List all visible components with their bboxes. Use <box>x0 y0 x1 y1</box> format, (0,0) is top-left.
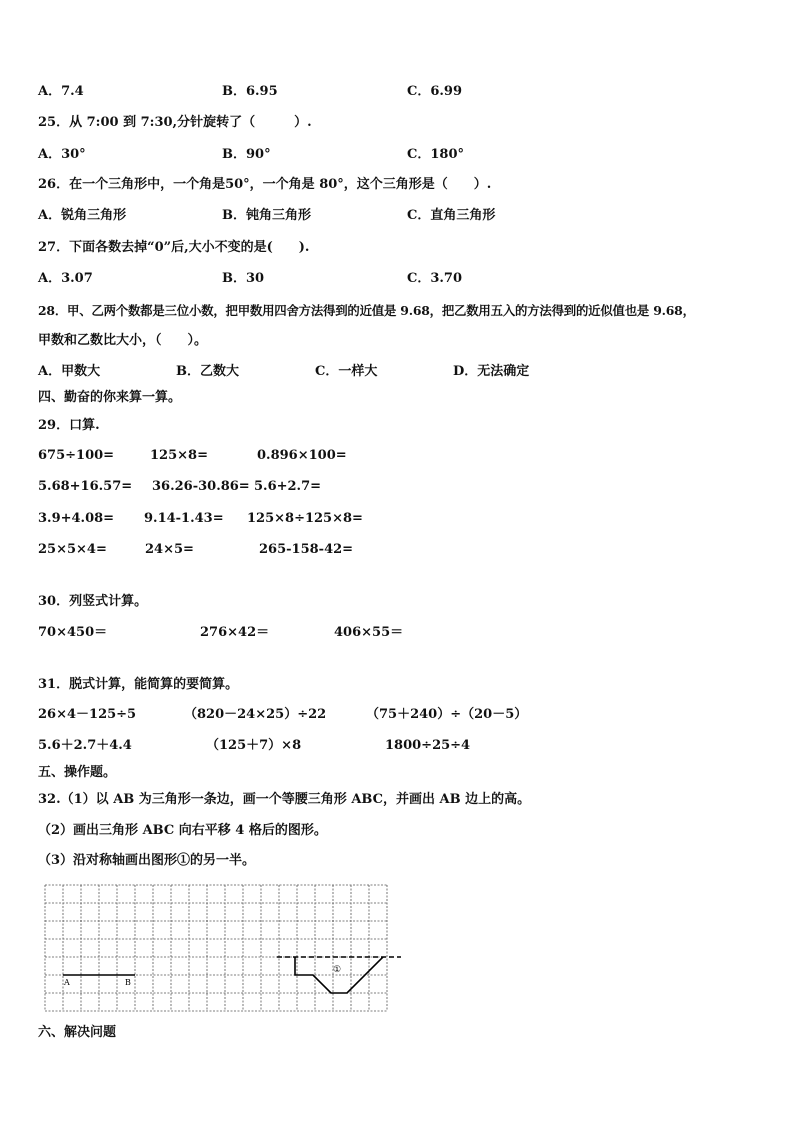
q28-option-c: C．一样大 <box>315 364 378 379</box>
q29-r4-c1: 25×5×4= <box>38 542 107 557</box>
q26-stem: 26．在一个三角形中，一个角是50°，一个角是 80°，这个三角形是（ ）. <box>38 177 492 192</box>
q27-option-b: B．30 <box>222 271 265 286</box>
section-6-heading: 六、解决问题 <box>38 1025 117 1040</box>
point-a-label: A <box>64 978 70 987</box>
q29-stem: 29．口算. <box>38 418 100 433</box>
q29-r3-c1: 3.9+4.08= <box>38 511 115 526</box>
q29-r2-c2: 36.26-30.86= <box>152 479 250 494</box>
q31-r2-c1: 5.6＋2.7＋4.4 <box>38 738 132 753</box>
q30-item-2: 276×42＝ <box>200 625 270 640</box>
point-b-label: B <box>125 978 131 987</box>
q30-item-1: 70×450＝ <box>38 625 108 640</box>
q29-r4-c3: 265-158-42= <box>259 542 354 557</box>
q29-r1-c3: 0.896×100= <box>257 448 347 463</box>
q32-line-1: 32.（1）以 AB 为三角形一条边，画一个等腰三角形 ABC，并画出 AB 边上的高。 <box>38 792 531 807</box>
q27-option-c: C．3.70 <box>407 271 463 286</box>
q31-r2-c2: （125＋7）×8 <box>206 738 302 753</box>
q25-option-c: C．180° <box>407 147 464 162</box>
q28-option-d: D．无法确定 <box>453 364 530 379</box>
q29-r1-c2: 125×8= <box>150 448 208 463</box>
q30-item-3: 406×55＝ <box>334 625 404 640</box>
q31-r1-c3: （75＋240）÷（20－5） <box>366 707 528 722</box>
q29-r2-c3: 5.6+2.7= <box>254 479 322 494</box>
q29-r1-c1: 675÷100= <box>38 448 115 463</box>
q28-stem-line1: 28．甲、乙两个数都是三位小数，把甲数用四舍方法得到的近值是 9.68，把乙数用五入的方法得到的近似值也是 9.68， <box>38 303 695 318</box>
q29-r4-c2: 24×5= <box>145 542 194 557</box>
q31-r1-c1: 26×4－125÷5 <box>38 707 137 722</box>
q27-option-a: A．3.07 <box>38 271 93 286</box>
figure-1-label: ① <box>333 965 342 975</box>
q26-option-b: B．钝角三角形 <box>222 208 311 223</box>
q28-stem-line2: 甲数和乙数比大小，（ ）。 <box>38 333 208 348</box>
q28-option-a: A．甲数大 <box>38 364 101 379</box>
section-5-heading: 五、操作题。 <box>38 765 117 780</box>
q31-r2-c3: 1800÷25÷4 <box>385 738 471 753</box>
q28-option-b: B．乙数大 <box>176 364 239 379</box>
q31-r1-c2: （820－24×25）÷22 <box>184 707 327 722</box>
q27-stem: 27．下面各数去掉“0”后,大小不变的是( ). <box>38 240 310 255</box>
q29-r2-c1: 5.68+16.57= <box>38 479 133 494</box>
q31-stem: 31．脱式计算，能简算的要简算。 <box>38 677 239 692</box>
q26-option-c: C．直角三角形 <box>407 208 496 223</box>
grid-lines <box>45 885 387 1011</box>
q25-option-a: A．30° <box>38 147 86 162</box>
q30-stem: 30．列竖式计算。 <box>38 594 148 609</box>
drawing-grid <box>44 884 401 1012</box>
section-4-heading: 四、勤奋的你来算一算。 <box>38 390 182 405</box>
q24-option-c: C．6.99 <box>407 84 463 99</box>
q32-line-2: （2）画出三角形 ABC 向右平移 4 格后的图形。 <box>38 823 327 838</box>
q24-option-b: B．6.95 <box>222 84 278 99</box>
q29-r3-c2: 9.14-1.43= <box>144 511 224 526</box>
q25-option-b: B．90° <box>222 147 271 162</box>
q26-option-a: A．锐角三角形 <box>38 208 127 223</box>
q29-r3-c3: 125×8÷125×8= <box>247 511 363 526</box>
q25-stem: 25．从 7:00 到 7:30,分针旋转了（ ）. <box>38 115 312 130</box>
q24-option-a: A．7.4 <box>38 84 84 99</box>
q32-line-3: （3）沿对称轴画出图形①的另一半。 <box>38 853 256 868</box>
